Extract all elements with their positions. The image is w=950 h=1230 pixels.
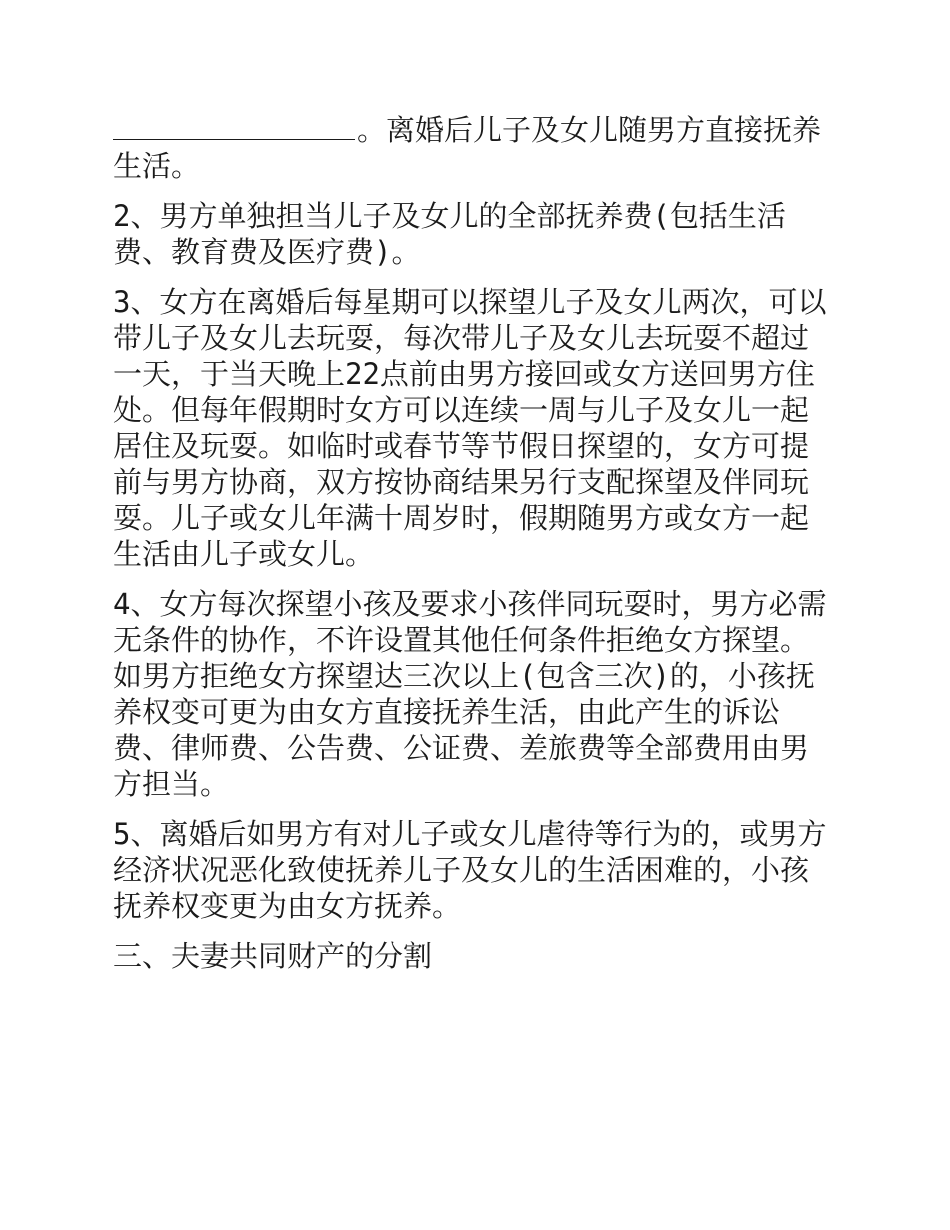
paragraph-cooperation: 4、女方每次探望小孩及要求小孩伴同玩耍时，男方必需无条件的协作，不许设置其他任何条件拒绝女方探望。如男方拒绝女方探望达三次以上(包含三次)的，小孩抚养权变可更为由女方直接抚养生活，由此产生的诉讼费、律师费、公告费、公证费、差旅费等全部费用由男方担当。 xyxy=(113,587,827,801)
fill-in-blank xyxy=(113,112,355,140)
paragraph-visitation: 3、女方在离婚后每星期可以探望儿子及女儿两次，可以带儿子及女儿去玩耍，每次带儿子及女儿去玩耍不超过一天，于当天晚上22点前由男方接回或女方送回男方住处。但每年假期时女方可以连续一周与儿子及女儿一起居住及玩耍。如临时或春节等节假日探望的，女方可提前与男方协商，双方按协商结果另行支配探望及伴同玩耍。儿子或女儿年满十周岁时，假期随男方或女方一起生活由儿子或女儿。 xyxy=(113,285,827,571)
paragraph-support-fees: 2、男方单独担当儿子及女儿的全部抚养费(包括生活费、教育费及医疗费)。 xyxy=(113,199,786,269)
section-heading-property: 三、夫妻共同财产的分割 xyxy=(113,939,433,973)
paragraph-custody xyxy=(113,112,833,184)
document-page xyxy=(113,112,833,988)
paragraph-custody-text: 。离婚后儿子及女儿随男方直接抚养生活。 xyxy=(113,113,822,183)
paragraph-custody-change: 5、离婚后如男方有对儿子或女儿虐待等行为的，或男方经济状况恶化致使抚养儿子及女儿的生活困难的，小孩抚养权变更为由女方抚养。 xyxy=(113,817,827,923)
